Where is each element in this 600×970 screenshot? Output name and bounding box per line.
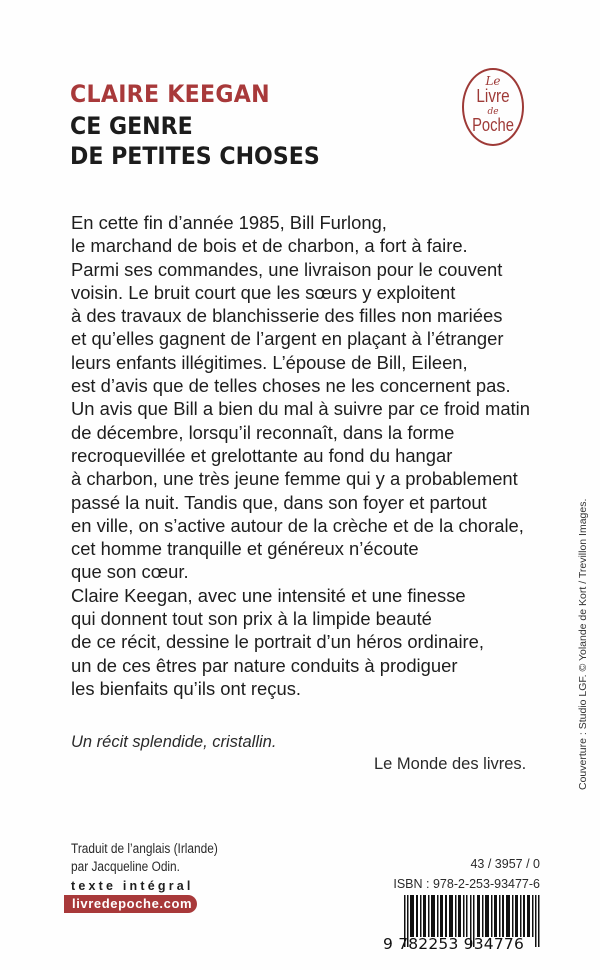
blurb-line: un de ces êtres par nature conduits à prodiguer [71,654,458,676]
review-source: Le Monde des livres. [374,755,527,773]
blurb-line: passé la nuit. Tandis que, dans son foyer et partout [71,491,487,513]
blurb-line: en ville, on s’active autour de la crèche et de la chorale, [71,514,524,536]
logo-le: Le [485,74,501,88]
blurb-line: Claire Keegan, avec une intensité et une finesse [71,584,466,606]
blurb-line: à des travaux de blanchisserie des filles non mariées [71,305,503,327]
logo-poche: Poche [472,115,514,135]
blurb-line: qui donnent tout son prix à la limpide beauté [71,608,432,630]
translator-credit [71,840,218,876]
translator-line-1: Traduit de l’anglais (Irlande) [71,841,218,856]
review-quote: Un récit splendide, cristallin. [71,733,277,751]
blurb-text [71,211,561,700]
isbn-label: ISBN : 978-2-253-93477-6 [393,877,540,891]
blurb-line: En cette fin d’année 1985, Bill Furlong, [71,212,387,233]
blurb-line: de ce récit, dessine le portrait d’un héros ordinaire, [71,631,484,653]
author-name: CLAIRE KEEGAN [70,80,270,108]
blurb-line: voisin. Le bruit court que les sœurs y exploitent [71,281,456,303]
logo-de: de [487,107,499,117]
blurb-line: les bienfaits qu’ils ont reçus. [71,677,301,699]
blurb-line: que son cœur. [71,561,189,583]
blurb-line: le marchand de bois et de charbon, a fort à faire. [71,235,468,257]
barcode-digits: 9 782253 934776 [383,935,525,953]
blurb-line: cet homme tranquille et généreux n’écoute [71,538,419,560]
website-link[interactable]: livredepoche.com [64,895,197,913]
blurb-line: est d’avis que de telles choses ne les concernent pas. [71,375,511,397]
book-title-line-1: CE GENRE [70,112,193,140]
blurb-line: Un avis que Bill a bien du mal à suivre par ce froid matin [71,398,530,420]
edition-label: texte intégral [71,879,194,893]
logo-livre: Livre [476,86,510,106]
cover-credit: Couverture : Studio LGF. © Yolande de Kort / Trevillon Images. [577,498,589,790]
blurb-line: recroquevillée et grelottante au fond du hangar [71,444,453,466]
publisher-logo [462,68,524,146]
translator-line-2: par Jacqueline Odin. [71,859,180,874]
blurb-line: Parmi ses commandes, une livraison pour le couvent [71,258,503,280]
blurb-line: leurs enfants illégitimes. L’épouse de Bill, Eileen, [71,351,468,373]
blurb-line: de décembre, lorsqu’il reconnaît, dans la forme [71,421,455,443]
book-title-line-2: DE PETITES CHOSES [70,142,320,170]
blurb-line: et qu’elles gagnent de l’argent en plaçant à l’étranger [71,328,504,350]
blurb-line: à charbon, une très jeune femme qui y a probablement [71,468,518,490]
catalog-code: 43 / 3957 / 0 [470,857,540,871]
